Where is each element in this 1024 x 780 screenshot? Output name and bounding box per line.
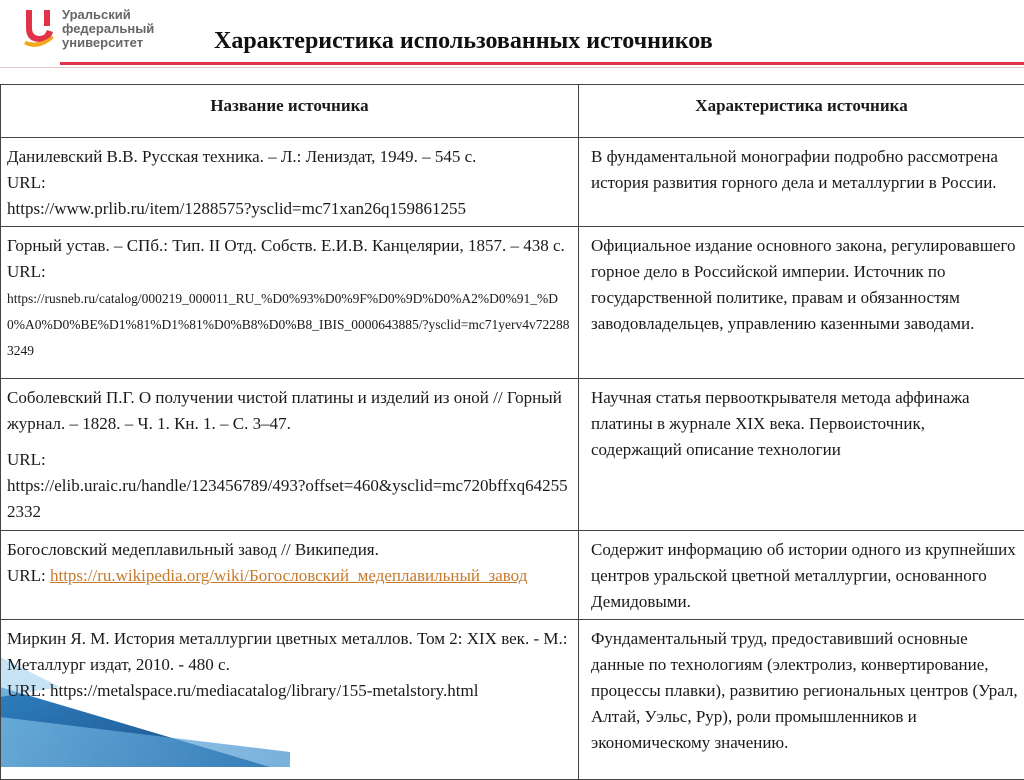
source-citation: Горный устав. – СПб.: Тип. II Отд. Собств. Е.И.В. Канцелярии, 1857. – 438 с. xyxy=(7,236,565,255)
page-title: Характеристика использованных источников xyxy=(214,28,713,55)
university-name xyxy=(62,8,154,50)
table-header-row xyxy=(1,85,1024,138)
slide-header xyxy=(0,0,1024,84)
university-logo-icon xyxy=(20,8,56,50)
header-accent-line xyxy=(60,62,1024,65)
logo-line-1: Уральский xyxy=(62,8,154,22)
source-citation: Данилевский В.В. Русская техника. – Л.: Лениздат, 1949. – 545 с. xyxy=(7,147,476,166)
table-row xyxy=(1,531,1024,620)
source-cell xyxy=(1,620,579,780)
url-label: URL: xyxy=(7,262,46,281)
url-label: URL: xyxy=(7,566,46,585)
description-cell: Официальное издание основного закона, регулировавшего горное дело в Российской империи. Источник по государственной политике, правам и обязанностям заводовладельцев, управлению казенными заводами. xyxy=(579,227,1024,379)
description-cell: Содержит информацию об истории одного из крупнейших центров уральской цветной металлургии, основанного Демидовыми. xyxy=(579,531,1024,620)
source-citation: Соболевский П.Г. О получении чистой платины и изделий из оной // Горный журнал. – 1828. – Ч. 1. Кн. 1. – С. 3–47. xyxy=(7,388,562,433)
source-url: https://www.prlib.ru/item/1288575?ysclid=mc71xan26q159861255 xyxy=(7,199,466,218)
source-cell xyxy=(1,138,579,227)
source-citation: Миркин Я. М. История металлургии цветных металлов. Том 2: XIX век. - М.: Металлург издат, 2010. - 480 с. xyxy=(7,629,567,674)
url-label: URL: xyxy=(7,681,46,700)
url-label: URL: xyxy=(7,450,46,469)
description-cell: Научная статья первооткрывателя метода аффинажа платины в журнале XIX века. Первоисточник, содержащий описание технологии xyxy=(579,379,1024,531)
wikipedia-link[interactable]: https://ru.wikipedia.org/wiki/Богословский_медеплавильный_завод xyxy=(50,566,527,585)
description-cell: В фундаментальной монографии подробно рассмотрена история развития горного дела и металлургии в России. xyxy=(579,138,1024,227)
table-row xyxy=(1,379,1024,531)
table-row xyxy=(1,138,1024,227)
source-url: https://rusneb.ru/catalog/000219_000011_RU_%D0%93%D0%9F%D0%9D%D0%A2%D0%91_%D0%A0%D0%BE%D1%81%D1%81%D0%B8%D0%B8_IBIS_0000643885/?ysclid=mc71yerv4v722883249 xyxy=(7,291,570,358)
logo-line-2: федеральный xyxy=(62,22,154,36)
table-row xyxy=(1,227,1024,379)
source-url: https://metalspace.ru/mediacatalog/library/155-metalstory.html xyxy=(50,681,479,700)
sources-table xyxy=(0,84,1024,780)
source-cell xyxy=(1,531,579,620)
header-divider xyxy=(0,67,1024,68)
logo-line-3: университет xyxy=(62,36,154,50)
source-citation: Богословский медеплавильный завод // Википедия. xyxy=(7,540,379,559)
source-cell xyxy=(1,227,579,379)
column-header-source-name: Название источника xyxy=(1,85,579,138)
table-row xyxy=(1,620,1024,780)
column-header-source-description: Характеристика источника xyxy=(579,85,1024,138)
source-cell xyxy=(1,379,579,531)
url-label: URL: xyxy=(7,173,46,192)
source-url: https://elib.uraic.ru/handle/123456789/493?offset=460&ysclid=mc720bffxq642552332 xyxy=(7,476,568,521)
description-cell: Фундаментальный труд, предоставивший основные данные по технологиям (электролиз, конвертирование, процессы плавки), развитию региональных центров (Урал, Алтай, Уэльс, Рур), роли промышленников и экономическому значению. xyxy=(579,620,1024,780)
